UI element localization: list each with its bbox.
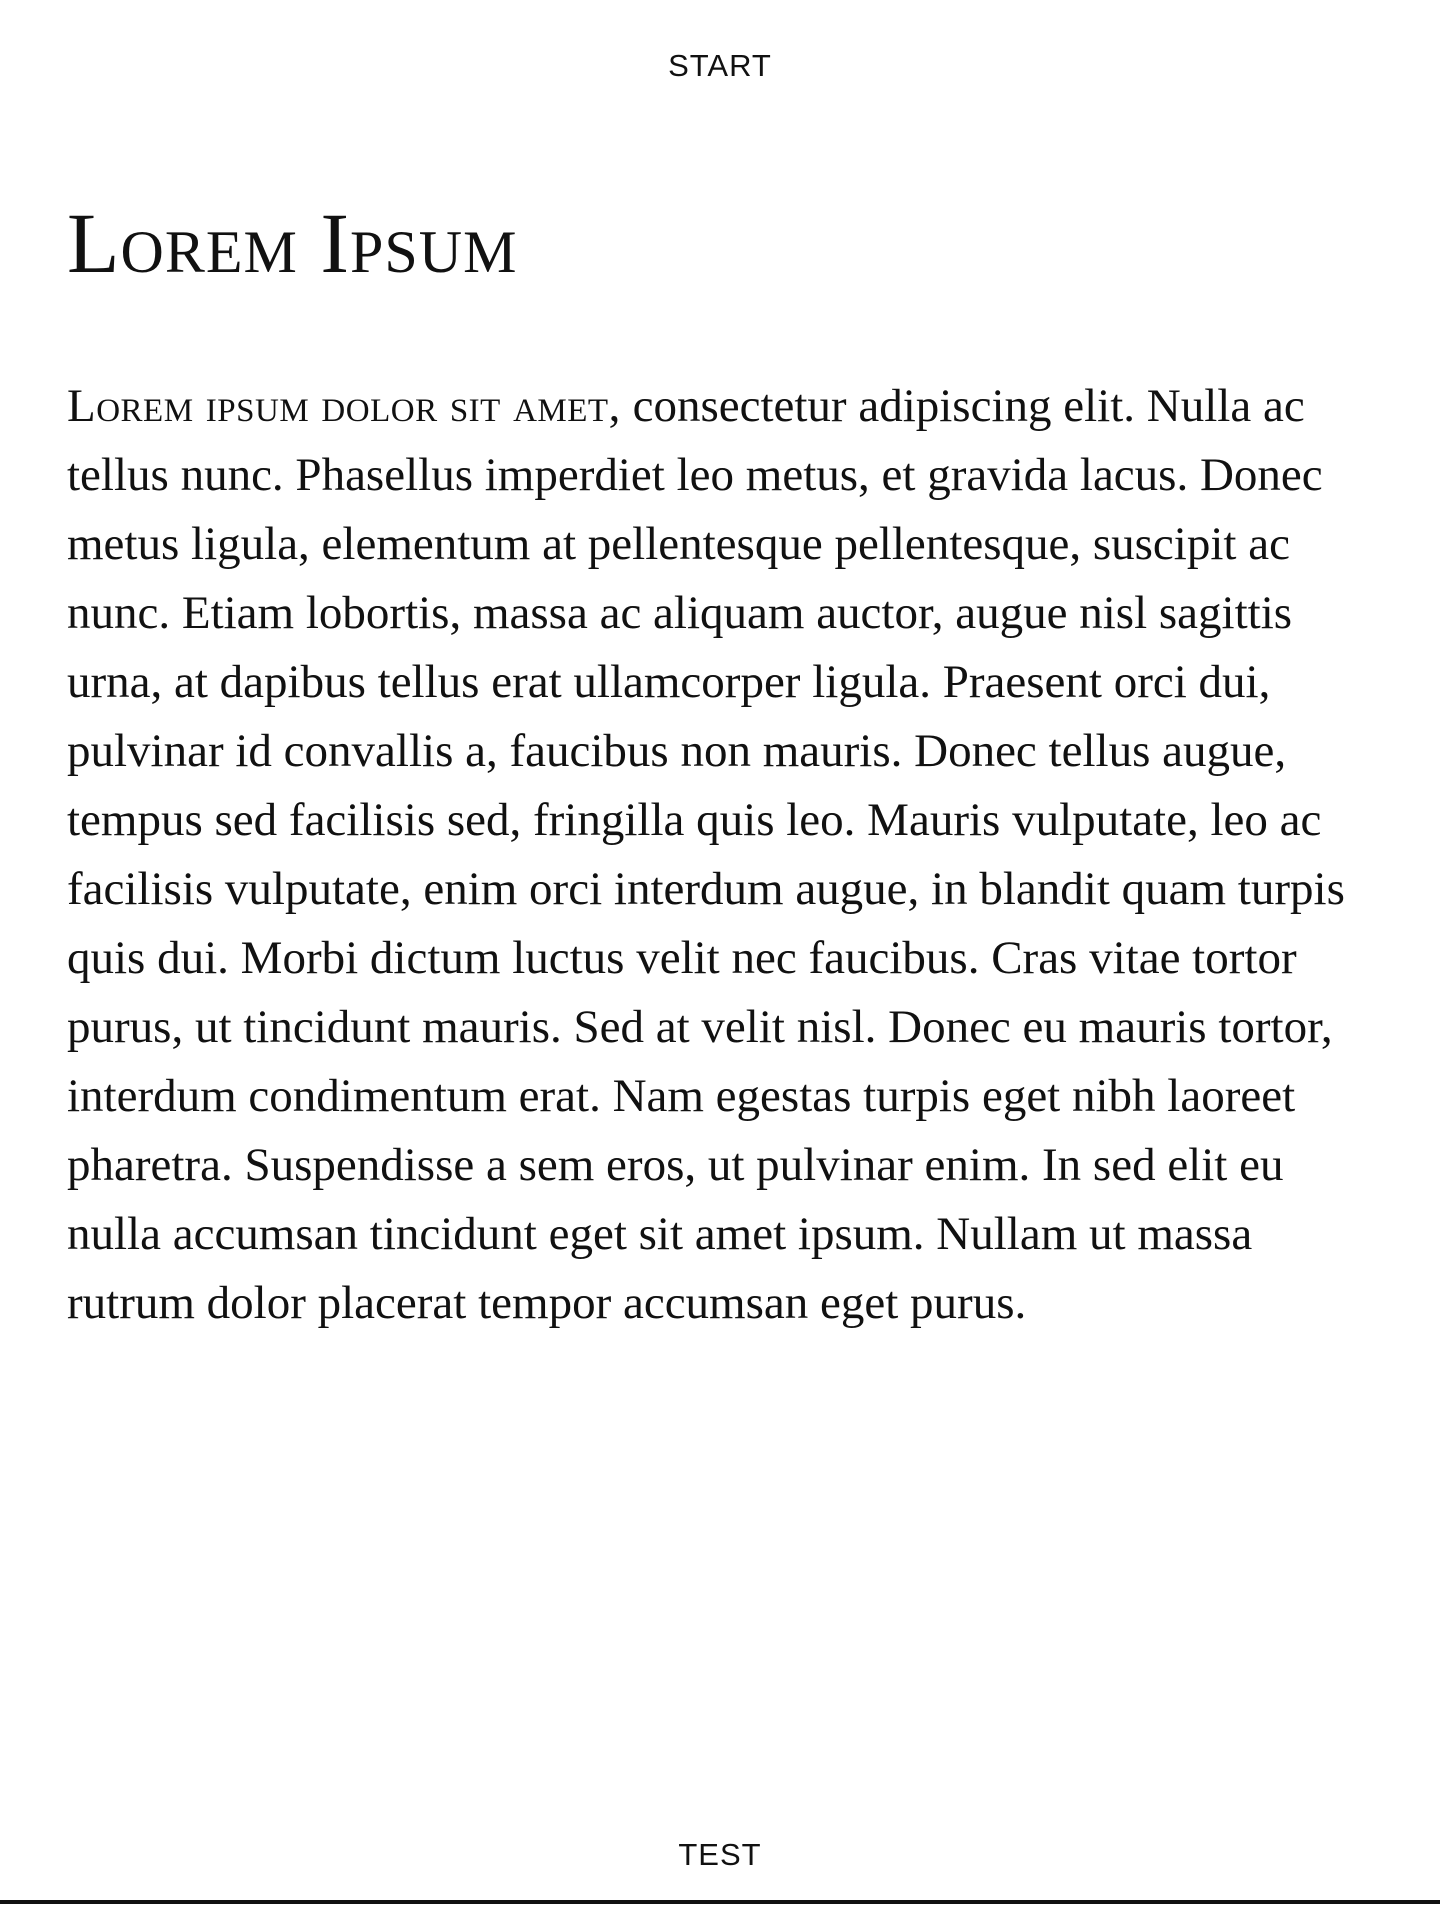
- page-footer-label: TEST: [678, 1837, 762, 1872]
- page-header-label: START: [668, 48, 772, 83]
- body-paragraph: [67, 372, 1357, 1338]
- page-title: Lorem Ipsum: [67, 195, 518, 291]
- lead-in-text: Lorem ipsum dolor sit amet,: [67, 380, 621, 432]
- paragraph-text: consectetur adipiscing elit. Nulla ac tellus nunc. Phasellus imperdiet leo metus, et gravida lacus. Donec metus ligula, elementum at pellentesque pellentesque, suscipit ac nunc. Etiam lobortis, massa ac aliquam auctor, augue nisl sagittis urna, at dapibus tellus erat ullamcorper ligula. Praesent orci dui, pulvinar id convallis a, faucibus non mauris. Donec tellus augue, tempus sed facilisis sed, fringilla quis leo. Mauris vulputate, leo ac facilisis vulputate, enim orci interdum augue, in blandit quam turpis quis dui. Morbi dictum luctus velit nec faucibus. Cras vitae tortor purus, ut tincidunt mauris. Sed at velit nisl. Donec eu mauris tortor, interdum condimentum erat. Nam egestas turpis eget nibh laoreet pharetra. Suspendisse a sem eros, ut pulvinar enim. In sed elit eu nulla accumsan tincidunt eget sit amet ipsum. Nullam ut massa rutrum dolor placerat tempor accumsan eget purus.: [67, 380, 1345, 1329]
- bottom-divider: [0, 1900, 1440, 1904]
